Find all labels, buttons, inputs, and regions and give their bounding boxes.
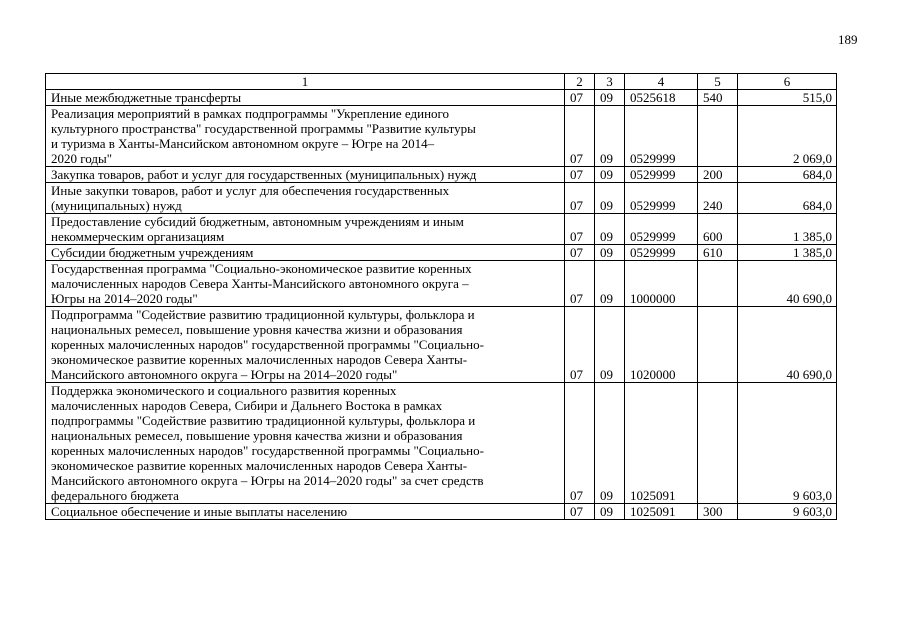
amount: 40 690,0 bbox=[738, 307, 837, 383]
subsection-code: 09 bbox=[595, 106, 625, 167]
page-number: 189 bbox=[838, 32, 858, 47]
table-row bbox=[46, 106, 837, 167]
column-header: 3 bbox=[595, 74, 625, 90]
section-code: 07 bbox=[565, 245, 595, 261]
target-article-code: 0525618 bbox=[625, 90, 698, 106]
table-row bbox=[46, 183, 837, 214]
section-code: 07 bbox=[565, 383, 595, 504]
table-header-row bbox=[46, 74, 837, 90]
amount: 684,0 bbox=[738, 167, 837, 183]
target-article-code: 0529999 bbox=[625, 214, 698, 245]
table-row bbox=[46, 504, 837, 520]
amount: 1 385,0 bbox=[738, 214, 837, 245]
row-description: Социальное обеспечение и иные выплаты населению bbox=[46, 504, 565, 520]
column-header: 6 bbox=[738, 74, 837, 90]
section-code: 07 bbox=[565, 261, 595, 307]
row-description: Реализация мероприятий в рамках подпрограммы "Укрепление единого культурного пространства" государственной программы "Развитие культуры и туризма в Ханты-Мансийском автономном округе – Югре на 2014– 2020 годы" bbox=[46, 106, 565, 167]
table-row bbox=[46, 214, 837, 245]
expense-type-code bbox=[698, 307, 738, 383]
row-description: Субсидии бюджетным учреждениям bbox=[46, 245, 565, 261]
expense-type-code: 600 bbox=[698, 214, 738, 245]
column-header: 5 bbox=[698, 74, 738, 90]
amount: 9 603,0 bbox=[738, 383, 837, 504]
amount: 1 385,0 bbox=[738, 245, 837, 261]
target-article-code: 1000000 bbox=[625, 261, 698, 307]
target-article-code: 0529999 bbox=[625, 245, 698, 261]
table-row bbox=[46, 167, 837, 183]
amount: 515,0 bbox=[738, 90, 837, 106]
expense-type-code: 540 bbox=[698, 90, 738, 106]
section-code: 07 bbox=[565, 167, 595, 183]
table-row bbox=[46, 90, 837, 106]
target-article-code: 1025091 bbox=[625, 504, 698, 520]
target-article-code: 1025091 bbox=[625, 383, 698, 504]
target-article-code: 0529999 bbox=[625, 183, 698, 214]
budget-table bbox=[45, 73, 837, 520]
column-header: 1 bbox=[46, 74, 565, 90]
subsection-code: 09 bbox=[595, 383, 625, 504]
row-description: Предоставление субсидий бюджетным, автономным учреждениям и иным некоммерческим организациям bbox=[46, 214, 565, 245]
expense-type-code bbox=[698, 261, 738, 307]
expense-type-code: 200 bbox=[698, 167, 738, 183]
column-header: 2 bbox=[565, 74, 595, 90]
subsection-code: 09 bbox=[595, 90, 625, 106]
section-code: 07 bbox=[565, 214, 595, 245]
amount: 684,0 bbox=[738, 183, 837, 214]
subsection-code: 09 bbox=[595, 504, 625, 520]
amount: 9 603,0 bbox=[738, 504, 837, 520]
section-code: 07 bbox=[565, 90, 595, 106]
row-description: Закупка товаров, работ и услуг для государственных (муниципальных) нужд bbox=[46, 167, 565, 183]
expense-type-code: 610 bbox=[698, 245, 738, 261]
subsection-code: 09 bbox=[595, 261, 625, 307]
amount: 2 069,0 bbox=[738, 106, 837, 167]
subsection-code: 09 bbox=[595, 307, 625, 383]
target-article-code: 0529999 bbox=[625, 106, 698, 167]
target-article-code: 0529999 bbox=[625, 167, 698, 183]
table-row bbox=[46, 383, 837, 504]
column-header: 4 bbox=[625, 74, 698, 90]
subsection-code: 09 bbox=[595, 245, 625, 261]
section-code: 07 bbox=[565, 504, 595, 520]
row-description: Подпрограмма "Содействие развитию традиционной культуры, фольклора и национальных ремесел, повышение уровня качества жизни и образования коренных малочисленных народов" государственной программы "Социально- экономическое развитие коренных малочисленных народов Севера Ханты- Мансийского автономного округа – Югры на 2014–2020 годы" bbox=[46, 307, 565, 383]
section-code: 07 bbox=[565, 106, 595, 167]
expense-type-code: 300 bbox=[698, 504, 738, 520]
section-code: 07 bbox=[565, 183, 595, 214]
amount: 40 690,0 bbox=[738, 261, 837, 307]
expense-type-code bbox=[698, 383, 738, 504]
row-description: Государственная программа "Социально-экономическое развитие коренных малочисленных народов Севера Ханты-Мансийского автономного округа – Югры на 2014–2020 годы" bbox=[46, 261, 565, 307]
expense-type-code: 240 bbox=[698, 183, 738, 214]
subsection-code: 09 bbox=[595, 167, 625, 183]
expense-type-code bbox=[698, 106, 738, 167]
row-description: Поддержка экономического и социального развития коренных малочисленных народов Севера, Сибири и Дальнего Востока в рамках подпрограммы "Содействие развитию традиционной культуры, фольклора и национальных ремесел, повышение уровня качества жизни и образования коренных малочисленных народов" государственной программы "Социально- экономическое развитие коренных малочисленных народов Севера Ханты- Мансийского автономного округа – Югры на 2014–2020 годы" за счет средств федерального бюджета bbox=[46, 383, 565, 504]
table-row bbox=[46, 245, 837, 261]
target-article-code: 1020000 bbox=[625, 307, 698, 383]
row-description: Иные межбюджетные трансферты bbox=[46, 90, 565, 106]
subsection-code: 09 bbox=[595, 214, 625, 245]
section-code: 07 bbox=[565, 307, 595, 383]
row-description: Иные закупки товаров, работ и услуг для обеспечения государственных (муниципальных) нужд bbox=[46, 183, 565, 214]
table-row bbox=[46, 261, 837, 307]
subsection-code: 09 bbox=[595, 183, 625, 214]
table-row bbox=[46, 307, 837, 383]
